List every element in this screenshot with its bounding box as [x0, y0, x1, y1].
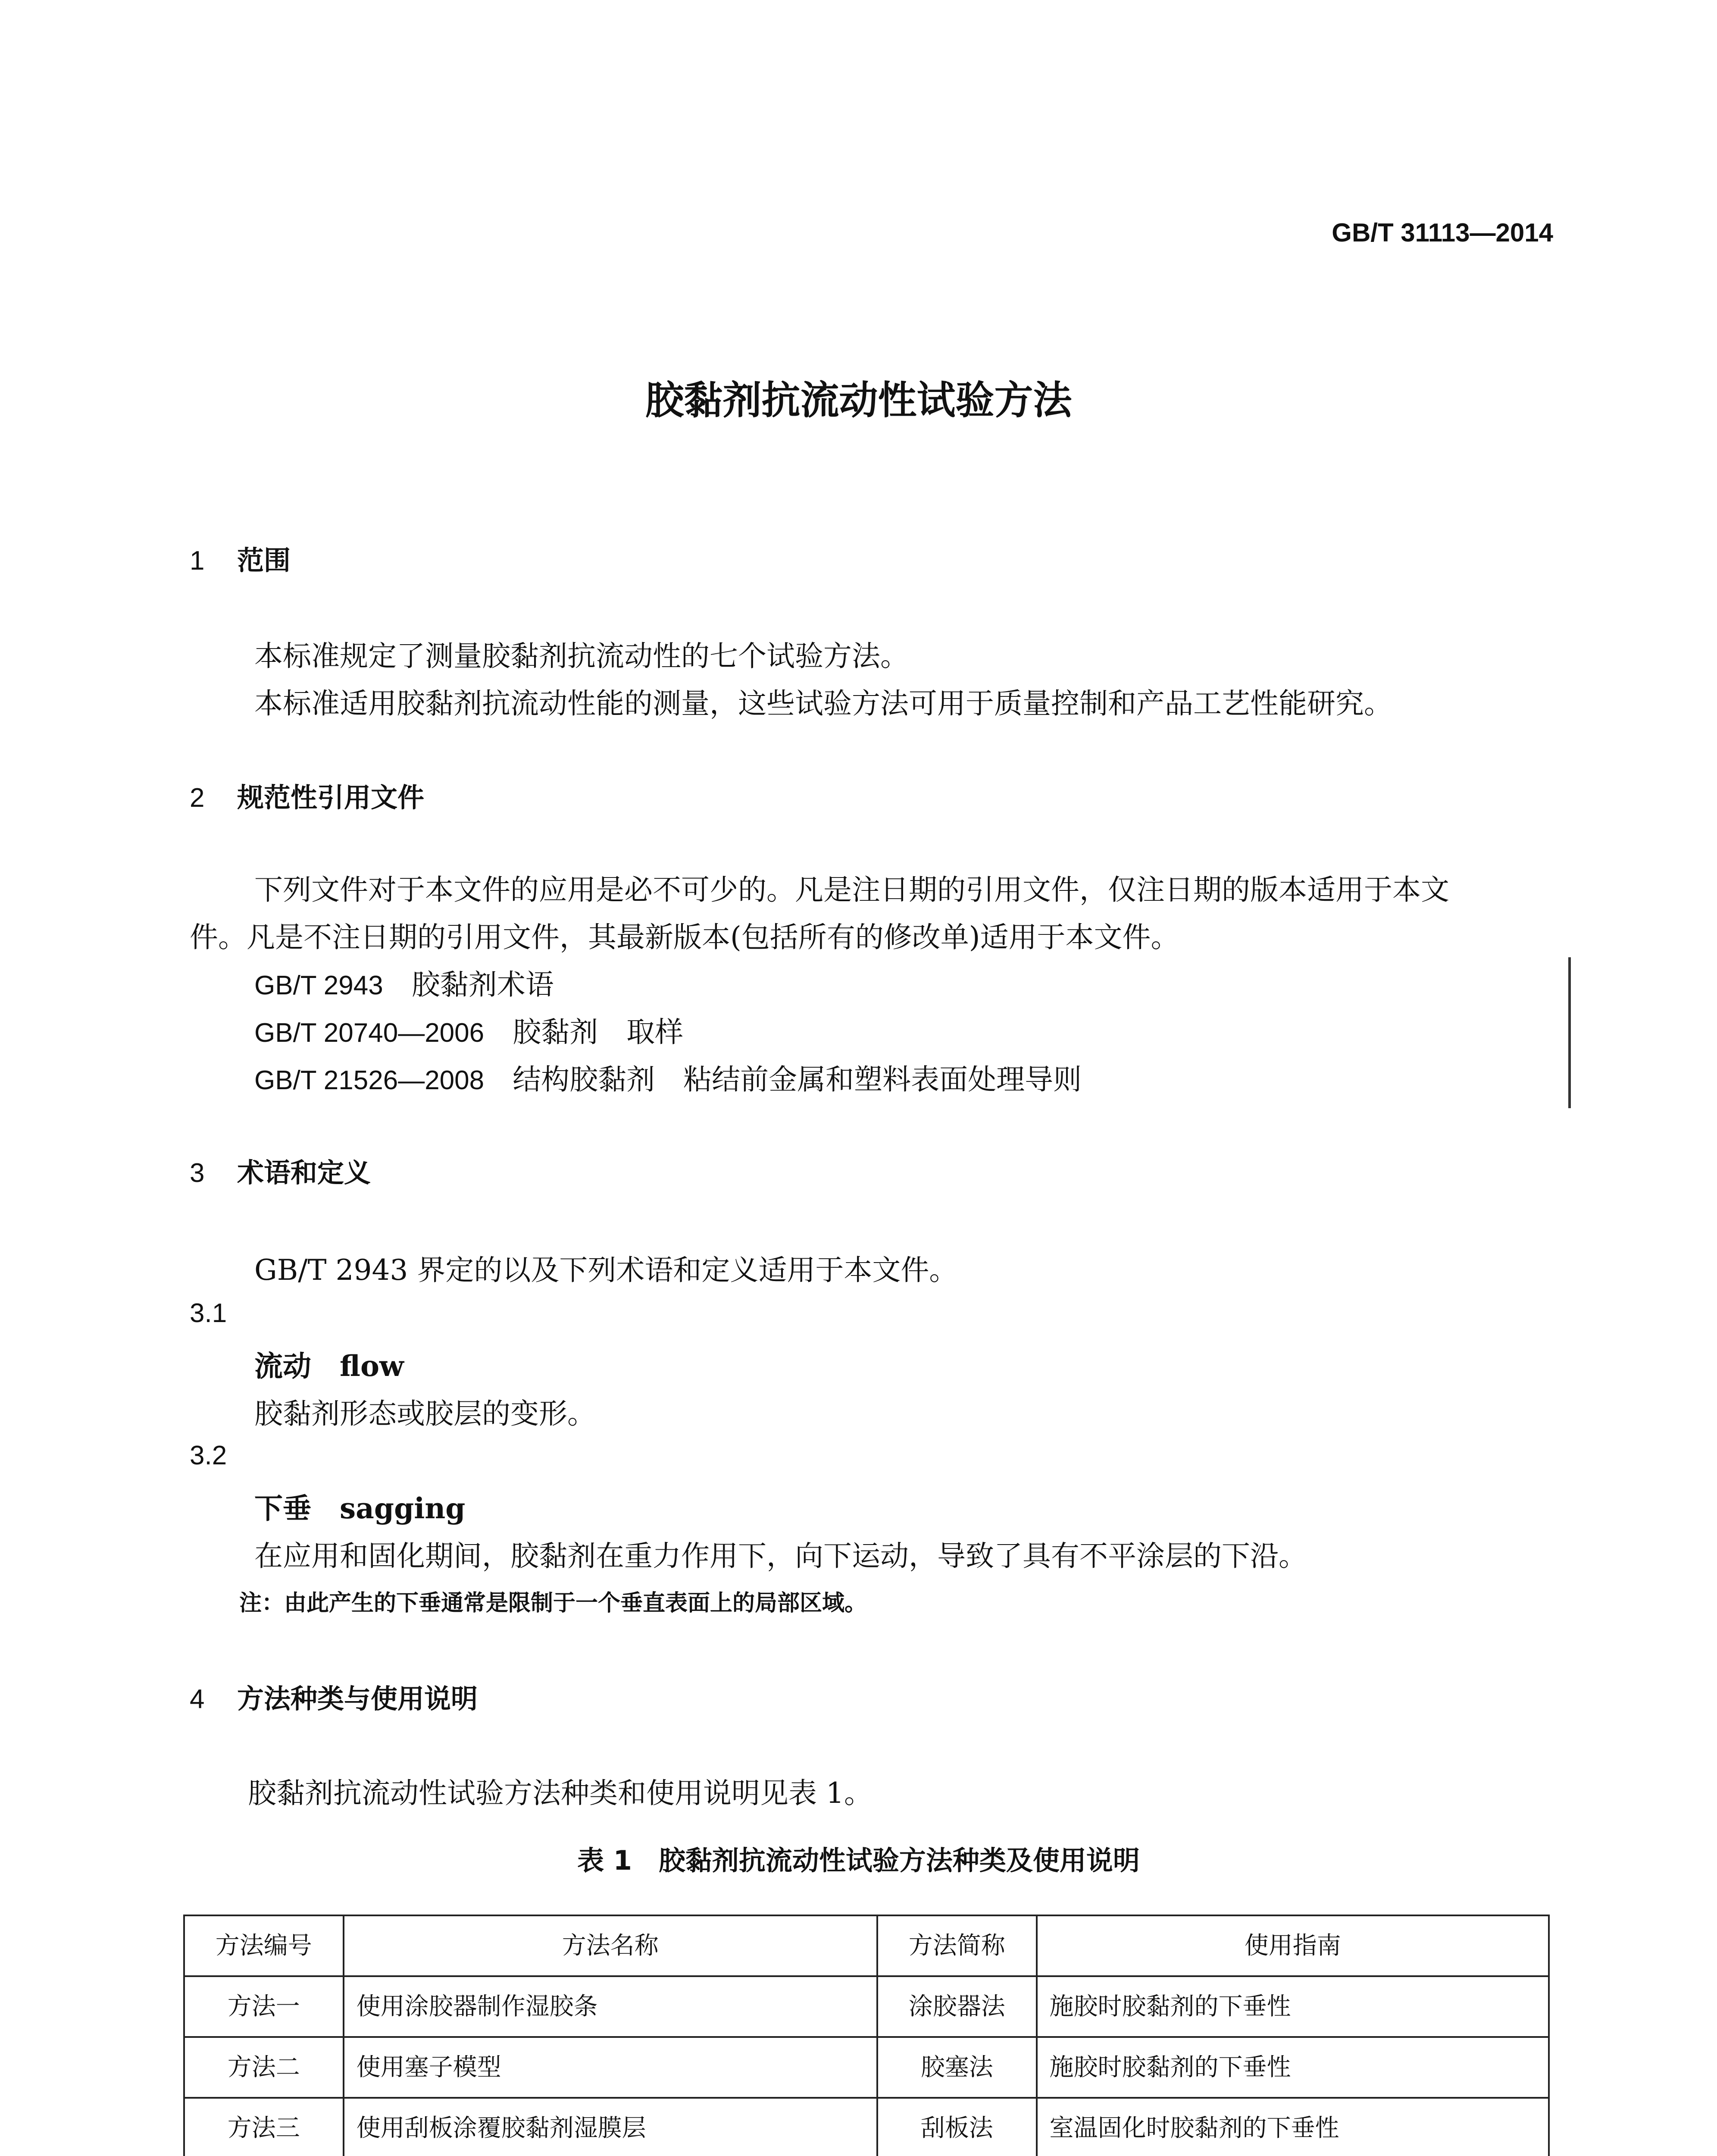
term-zh: 下垂 [254, 1492, 311, 1525]
table-cell: 使用塞子模型 [344, 2037, 877, 2098]
table-row [184, 2037, 1549, 2098]
section-1-heading [190, 539, 291, 577]
reference-name: 胶黏剂术语 [411, 968, 554, 1001]
paragraph: GB/T 2943 界定的以及下列术语和定义适用于本文件。 [254, 1253, 958, 1287]
reference-name: 胶黏剂 取样 [513, 1015, 684, 1049]
term-definition: 胶黏剂形态或胶层的变形。 [254, 1397, 596, 1430]
section-4-heading [190, 1677, 478, 1716]
reference-code: GB/T 20740—2006 [254, 1018, 485, 1048]
table-cell: 使用涂胶器制作湿胶条 [344, 1976, 877, 2037]
reference-item [254, 962, 554, 1003]
section-title: 规范性引用文件 [237, 782, 425, 813]
table-cell: 方法一 [184, 1976, 344, 2037]
table-cell: 方法二 [184, 2037, 344, 2098]
table-cell: 施胶时胶黏剂的下垂性 [1037, 2037, 1549, 2098]
reference-item [254, 1056, 1082, 1097]
column-header: 方法简称 [877, 1915, 1037, 1976]
term-heading [254, 1343, 404, 1384]
term-number: 3.2 [190, 1441, 227, 1470]
table-cell: 涂胶器法 [877, 1976, 1037, 2037]
table-cell: 施胶时胶黏剂的下垂性 [1037, 1976, 1549, 2037]
change-bar [1568, 957, 1571, 1108]
table-cell: 室温固化时胶黏剂的下垂性 [1037, 2098, 1549, 2156]
table-cell: 刮板法 [877, 2098, 1037, 2156]
table-header-row [184, 1915, 1549, 1976]
section-title: 术语和定义 [237, 1157, 371, 1188]
table-cell: 使用刮板涂覆胶黏剂湿膜层 [344, 2098, 877, 2156]
reference-name: 结构胶黏剂 粘结前金属和塑料表面处理导则 [513, 1063, 1082, 1096]
methods-table [183, 1915, 1550, 2156]
section-number: 3 [190, 1158, 205, 1188]
paragraph: 胶黏剂抗流动性试验方法种类和使用说明见表 1。 [248, 1777, 873, 1810]
table-row [184, 1976, 1549, 2037]
section-title: 范围 [237, 545, 291, 576]
term-en: flow [340, 1349, 404, 1383]
section-3-heading [190, 1151, 371, 1190]
paragraph: 本标准规定了测量胶黏剂抗流动性的七个试验方法。 [254, 639, 909, 673]
reference-code: GB/T 21526—2008 [254, 1065, 485, 1095]
term-number: 3.1 [190, 1298, 227, 1328]
column-header: 方法编号 [184, 1915, 344, 1976]
paragraph: 本标准适用胶黏剂抗流动性能的测量，这些试验方法可用于质量控制和产品工艺性能研究。 [254, 687, 1392, 720]
paragraph: 件。凡是不注日期的引用文件，其最新版本(包括所有的修改单)适用于本文件。 [190, 921, 1179, 954]
table-cell: 胶塞法 [877, 2037, 1037, 2098]
table-row [184, 2098, 1549, 2156]
standard-number: GB/T 31113—2014 [1332, 218, 1553, 247]
document-title: 胶黏剂抗流动性试验方法 [645, 378, 1072, 423]
section-2-heading [190, 776, 424, 815]
section-number: 4 [190, 1684, 205, 1714]
reference-item [254, 1009, 683, 1050]
term-zh: 流动 [254, 1349, 311, 1383]
reference-code: GB/T 2943 [254, 971, 383, 1000]
table-caption: 表 1 胶黏剂抗流动性试验方法种类及使用说明 [577, 1845, 1140, 1876]
section-title: 方法种类与使用说明 [237, 1683, 478, 1714]
paragraph: 下列文件对于本文件的应用是必不可少的。凡是注日期的引用文件，仅注日期的版本适用于本文 [254, 873, 1449, 906]
column-header: 方法名称 [344, 1915, 877, 1976]
term-en: sagging [340, 1492, 466, 1525]
column-header: 使用指南 [1037, 1915, 1549, 1976]
note: 注：由此产生的下垂通常是限制于一个垂直表面上的局部区域。 [239, 1590, 867, 1616]
table-cell: 方法三 [184, 2098, 344, 2156]
term-heading [254, 1485, 465, 1526]
term-definition: 在应用和固化期间，胶黏剂在重力作用下，向下运动，导致了具有不平涂层的下沿。 [254, 1539, 1307, 1573]
section-number: 2 [190, 783, 205, 813]
section-number: 1 [190, 546, 205, 576]
